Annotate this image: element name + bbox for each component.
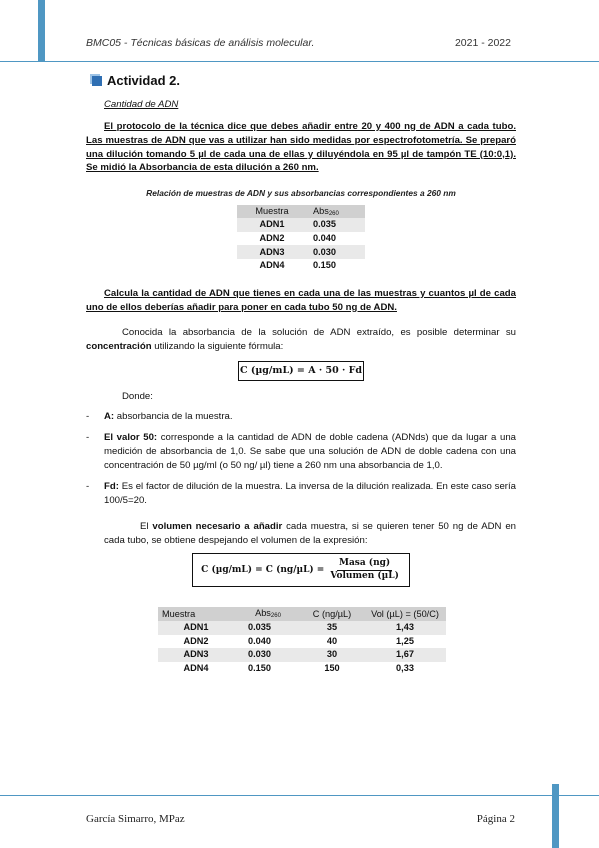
activity-heading <box>86 72 516 91</box>
page-content <box>86 72 516 675</box>
author-name: García Simarro, MPaz <box>86 813 185 825</box>
sample-cell: ADN1 <box>237 218 307 232</box>
formula-left: C (µg/mL) = C (ng/µL) = <box>201 564 325 575</box>
footer-accent-bar <box>552 784 559 848</box>
concentration-formula: C (µg/mL) = A · 50 · Fd <box>238 361 364 381</box>
donde-label: Donde: <box>122 391 153 403</box>
intro-paragraph: El protocolo de la técnica dice que debes añadir entre 20 y 400 ng de ADN a cada tubo. Las muestras de ADN que vas a utilizar han sido medidas por espectrofotometría. Se preparó una dilución tomando 5 µl de cada una de ellas y diluyéndola en 95 µl de tampón TE (10:0,1). Se midió la Absorbancia de esta dilución a 260 nm. <box>86 120 516 174</box>
explanation-paragraph: Conocida la absorbancia de la solución de ADN extraído, es posible determinar su concentración utilizando la siguiente fórmula: <box>86 327 516 353</box>
vol-cell: 1,67 <box>364 648 446 662</box>
col-volume: Vol (µL) = (50/C) <box>364 607 446 621</box>
abs-cell: 0.150 <box>307 259 365 273</box>
conc-cell: 30 <box>300 648 364 662</box>
activity-subtitle: Cantidad de ADN <box>104 98 179 110</box>
course-title: BMC05 - Técnicas básicas de análisis molecular. <box>86 37 315 49</box>
footer-divider <box>0 795 599 796</box>
question-paragraph: Calcula la cantidad de ADN que tienes en cada una de las muestras y cuantos µl de cada uno de ellos deberías añadir para poner en cada tubo 50 ng de ADN. <box>86 287 516 313</box>
table-row <box>237 218 365 232</box>
school-year: 2021 - 2022 <box>454 37 511 49</box>
activity-title: Actividad 2. <box>107 73 180 88</box>
abs-cell: 0.030 <box>307 245 365 259</box>
vol-cell: 1,25 <box>364 635 446 649</box>
absorbance-table <box>237 205 365 273</box>
table-header-row <box>237 205 365 219</box>
vol-cell: 0,33 <box>364 662 446 676</box>
table1-caption: Relación de muestras de ADN y sus absorbancias correspondientes a 260 nm <box>146 188 456 199</box>
formula-fraction <box>328 558 400 582</box>
col-concentration: C (ng/µL) <box>300 607 364 621</box>
abs-cell: 0.040 <box>307 232 365 246</box>
list-item: - A: absorbancia de la muestra. <box>86 411 233 423</box>
table-row <box>158 662 446 676</box>
conc-cell: 150 <box>300 662 364 676</box>
table-row <box>237 259 365 273</box>
table-row <box>158 648 446 662</box>
table-row <box>237 245 365 259</box>
sample-cell: ADN1 <box>158 621 236 635</box>
results-table <box>158 607 446 675</box>
page-number: Página 2 <box>476 813 515 825</box>
table-row <box>158 635 446 649</box>
table-row <box>237 232 365 246</box>
sample-cell: ADN4 <box>158 662 236 676</box>
square-bullet-icon <box>92 76 102 86</box>
sample-cell: ADN4 <box>237 259 307 273</box>
formula-denominator: Volumen (µL) <box>330 570 399 581</box>
conc-cell: 40 <box>300 635 364 649</box>
sample-cell: ADN3 <box>158 648 236 662</box>
col-abs: Abs$_{260}$ <box>307 205 365 219</box>
col-muestra: Muestra <box>237 205 307 219</box>
sample-cell: ADN3 <box>237 245 307 259</box>
abs-cell: 0.030 <box>236 648 300 662</box>
table-row <box>158 621 446 635</box>
definition-list <box>86 410 516 507</box>
header-accent-bar <box>38 0 45 62</box>
volume-paragraph: El volumen necesario a añadir cada muestra, si se quieren tener 50 ng de ADN en cada tubo, se obtiene despejando el volumen de la expresión: <box>104 520 516 546</box>
col-abs: Abs$_{260}$ <box>236 607 300 621</box>
conc-cell: 35 <box>300 621 364 635</box>
abs-cell: 0.040 <box>236 635 300 649</box>
vol-cell: 1,43 <box>364 621 446 635</box>
abs-cell: 0.035 <box>236 621 300 635</box>
col-muestra: Muestra <box>158 607 236 621</box>
abs-cell: 0.150 <box>236 662 300 676</box>
sample-cell: ADN2 <box>237 232 307 246</box>
header-divider <box>0 61 599 62</box>
formula-numerator: Masa (ng) <box>337 558 392 571</box>
volume-formula <box>192 553 410 587</box>
table-header-row <box>158 607 446 621</box>
list-item: - Fd: Es el factor de dilución de la muestra. La inversa de la dilución realizada. En este caso sería 100/5=20. <box>86 480 516 506</box>
abs-cell: 0.035 <box>307 218 365 232</box>
list-item: - El valor 50: corresponde a la cantidad de ADN de doble cadena (ADNds) que da lugar a una medición de absorbancia de 1,0. Se sabe que una solución de ADN de doble cadena con una concentración de 50 µg/ml (o 50 ng/ µl) tiene a 260 nm una absorbancia de 1,0. <box>86 432 516 471</box>
sample-cell: ADN2 <box>158 635 236 649</box>
